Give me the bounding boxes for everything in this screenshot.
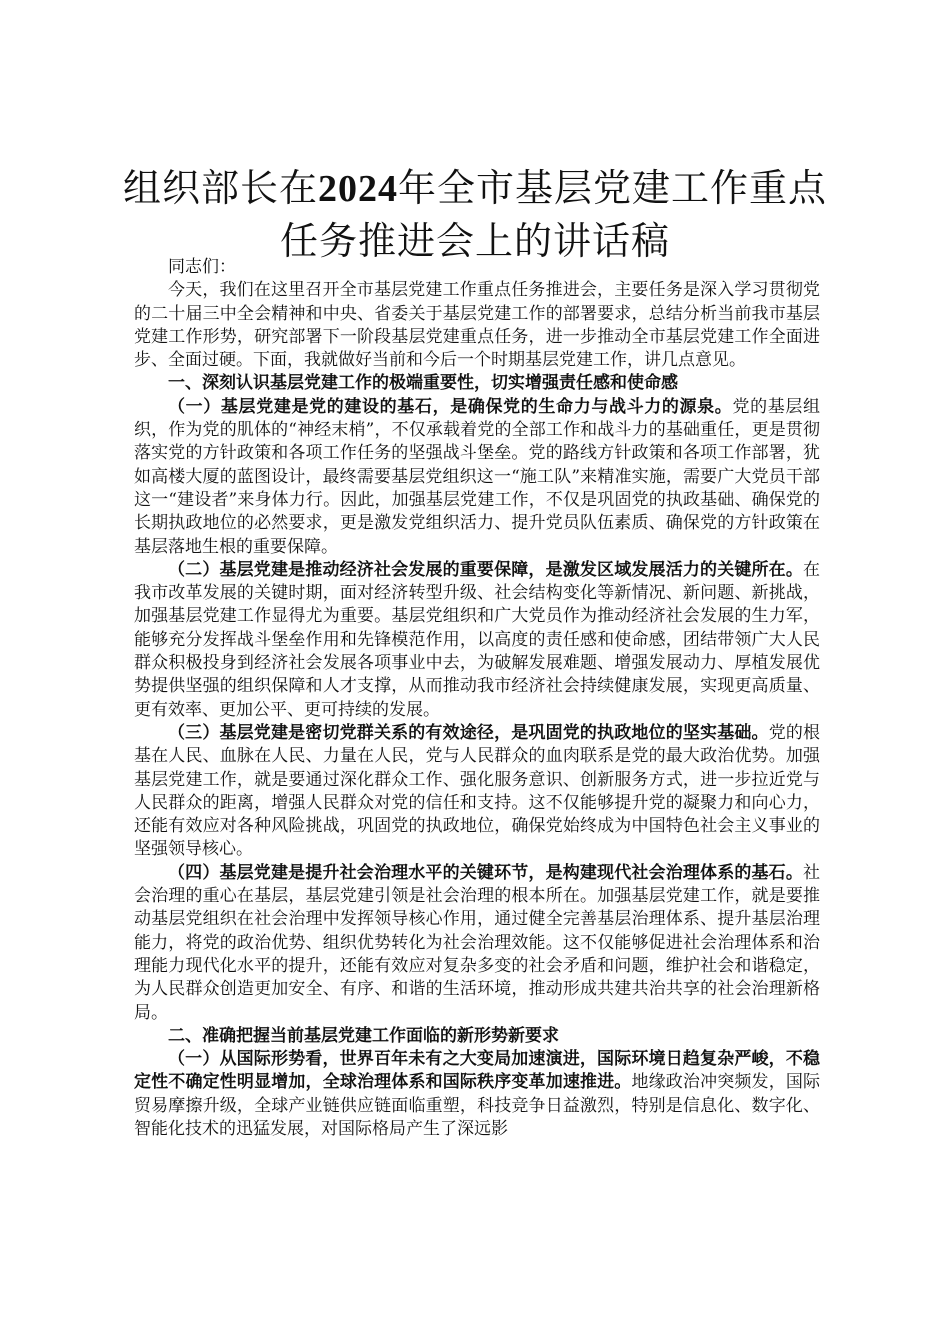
section1-paragraph-2 <box>134 559 820 722</box>
section1-p2-text: 在我市改革发展的关键时期，面对经济转型升级、社会结构变化等新情况、新问题、新挑战，加强基层党建工作显得尤为重要。基层党组织和广大党员作为推动经济社会发展的生力军，能够充分发挥战斗堡垒作用和先锋模范作用，以高度的责任感和使命感，团结带领广大人民群众积极投身到经济社会发展各项事业中去，为破解发展难题、增强发展动力、厚植发展优势提供坚强的组织保障和人才支撑，从而推动我市经济社会持续健康发展，实现更高质量、更有效率、更加公平、更可持续的发展。 <box>134 559 820 720</box>
document-body <box>134 256 820 1141</box>
title-part1: 组织部长在 <box>122 166 318 210</box>
title-part2: 年全市基层党建工作重点任务推进会上的讲话稿 <box>279 166 828 263</box>
section1-heading: 一、深刻认识基层党建工作的极端重要性，切实增强责任感和使命感 <box>168 373 678 394</box>
document-title <box>120 162 830 267</box>
section2-p1-text: 地缘政治冲突频发，国际贸易摩擦升级，全球产业链供应链面临重塑，科技竞争日益激烈，特别是信息化、数字化、智能化技术的迅猛发展，对国际格局产生了深远影 <box>134 1072 821 1139</box>
section1-p1-text: 党的基层组织，作为党的肌体的“神经末梢”，不仅承载着党的全部工作和战斗力的基础重任，更是贯彻落实党的方针政策和各项工作任务的坚强战斗堡垒。党的路线方针政策和各项工作部署，犹如高楼大厦的蓝图设计，最终需要基层党组织这一“施工队”来精准实施，需要广大党员干部这一“建设者”来身体力行。因此，加强基层党建工作，不仅是巩固党的执政基础、确保党的长期执政地位的必然要求，更是激发党组织活力、提升党员队伍素质、确保党的方针政策在基层落地生根的重要保障。 <box>134 396 821 557</box>
section1-p3-lead: （三）基层党建是密切党群关系的有效途径，是巩固党的执政地位的坚实基础。 <box>168 722 769 743</box>
section1-p4-lead: （四）基层党建是提升社会治理水平的关键环节，是构建现代社会治理体系的基石。 <box>168 862 803 883</box>
section2-heading: 二、准确把握当前基层党建工作面临的新形势新要求 <box>168 1025 559 1046</box>
section1-p3-text: 党的根基在人民、血脉在人民、力量在人民，党与人民群众的血肉联系是党的最大政治优势。加强基层党建工作，就是要通过深化群众工作、强化服务意识、创新服务方式，进一步拉近党与人民群众的距离，增强人民群众对党的信任和支持。这不仅能够提升党的凝聚力和向心力，还能有效应对各种风险挑战，巩固党的执政地位，确保党始终成为中国特色社会主义事业的坚强领导核心。 <box>134 722 821 860</box>
section2-paragraph-1 <box>134 1048 820 1141</box>
section1-paragraph-3 <box>134 722 820 862</box>
salutation: 同志们： <box>168 257 236 277</box>
section1-p1-lead: （一）基层党建是党的建设的基石，是确保党的生命力与战斗力的源泉。 <box>168 396 733 417</box>
intro-paragraph: 今天，我们在这里召开全市基层党建工作重点任务推进会，主要任务是深入学习贯彻党的二十届三中全会精神和中央、省委关于基层党建工作的部署要求，总结分析当前我市基层党建工作形势，研究部署下一阶段基层党建重点任务，进一步推动全市基层党建工作全面进步、全面过硬。下面，我就做好当前和今后一个时期基层党建工作，讲几点意见。 <box>134 280 820 371</box>
section1-p4-text: 社会治理的重心在基层，基层党建引领是社会治理的根本所在。加强基层党建工作，就是要推动基层党组织在社会治理中发挥领导核心作用，通过健全完善基层治理体系、提升基层治理能力，将党的政治优势、组织优势转化为社会治理效能。这不仅能够促进社会治理体系和治理能力现代化水平的提升，还能有效应对复杂多变的社会矛盾和问题，维护社会和谐稳定，为人民群众创造更加安全、有序、和谐的生活环境，推动形成共建共治共享的社会治理新格局。 <box>134 862 820 1023</box>
section1-p2-lead: （二）基层党建是推动经济社会发展的重要保障，是激发区域发展活力的关键所在。 <box>168 559 803 580</box>
section1-paragraph-4 <box>134 862 820 1025</box>
section2-p1-lead: （一）从国际形势看，世界百年未有之大变局加速演进，国际环境日趋复杂严峻，不稳定性不确定性明显增加，全球治理体系和国际秩序变革加速推进。 <box>134 1049 820 1093</box>
title-year: 2024 <box>318 168 398 210</box>
section1-paragraph-1 <box>134 396 820 559</box>
